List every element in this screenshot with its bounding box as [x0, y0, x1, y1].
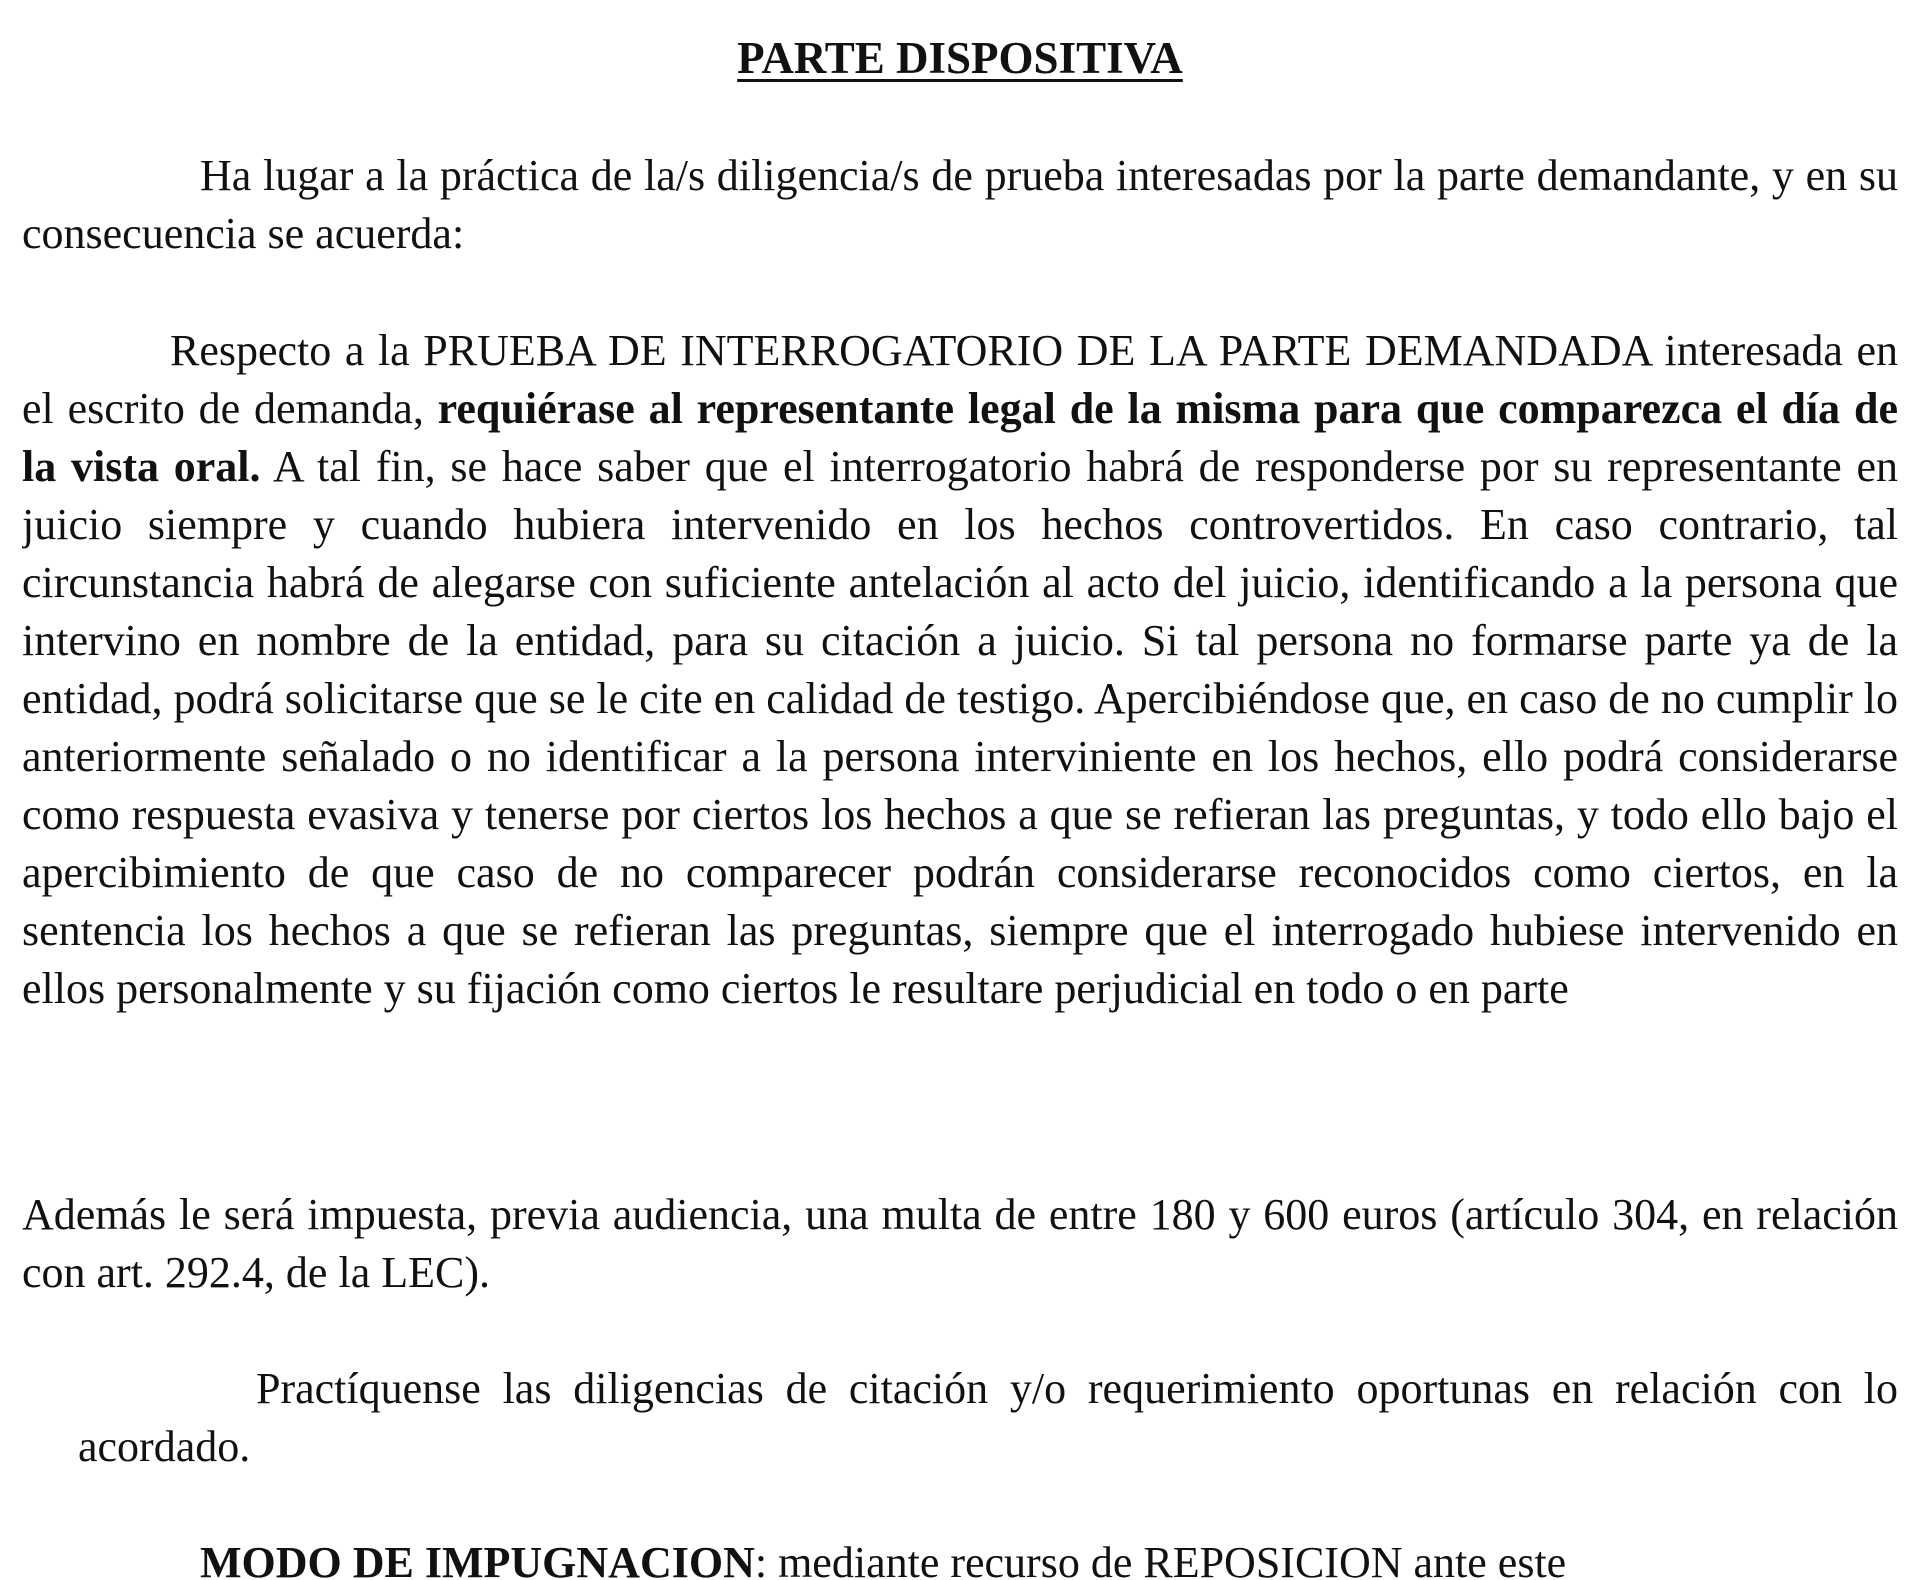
- document-page: [22, 0, 1898, 1580]
- section-title: PARTE DISPOSITIVA: [737, 33, 1183, 83]
- paragraph-diligencias: Practíquense las diligencias de citación y/o requerimiento oportunas en relación con lo acordado.: [78, 1364, 1898, 1471]
- paragraph-impugnacion: [22, 1534, 1898, 1580]
- impugnacion-text: : mediante recurso de REPOSICION ante este: [754, 1538, 1567, 1580]
- paragraph-prueba-admitida: Ha lugar a la práctica de la/s diligencia/s de prueba interesadas por la parte demandante, y en su consecuencia se acuerda:: [22, 151, 1898, 258]
- paragraph-interrogatorio-start: Respecto a la PRUEBA DE INTERROGATORIO DE LA PARTE DEMANDADA interesada en el escrito de demanda,: [22, 326, 1898, 433]
- paragraph-interrogatorio-bold: requiérase al representante legal de la misma para que comparezca el día de la vista oral.: [22, 384, 1898, 491]
- paragraph-interrogatorio-end: A tal fin, se hace saber que el interrogatorio habrá de responderse por su representante en juicio siempre y cuando hubiera intervenido en los hechos controvertidos. En caso contrario, tal circunstancia habrá de alegarse con suficiente antelación al acto del juicio, identificando a la persona que intervino en nombre de la entidad, para su citación a juicio. Si tal persona no formarse parte ya de la entidad, podrá solicitarse que se le cite en calidad de testigo. Apercibiéndose que, en caso de no cumplir lo anteriormente señalado o no identificar a la persona interviniente en los hechos, ello podrá considerarse como respuesta evasiva y tenerse por ciertos los hechos a que se refieran las preguntas, y todo ello bajo el apercibimiento de que caso de no comparecer podrán considerarse reconocidos como ciertos, en la sentencia los hechos a que se refieran las preguntas, siempre que el interrogado hubiese intervenido en ellos personalmente y su fijación como ciertos le resultare perjudicial en todo o en parte: [22, 442, 1898, 1013]
- impugnacion-label: MODO DE IMPUGNACION: [200, 1538, 755, 1580]
- paragraph-interrogatorio: [22, 322, 1898, 1018]
- paragraph-multa: Además le será impuesta, previa audiencia, una multa de entre 180 y 600 euros (artículo 304, en relación con art. 292.4, de la LEC).: [22, 1190, 1898, 1297]
